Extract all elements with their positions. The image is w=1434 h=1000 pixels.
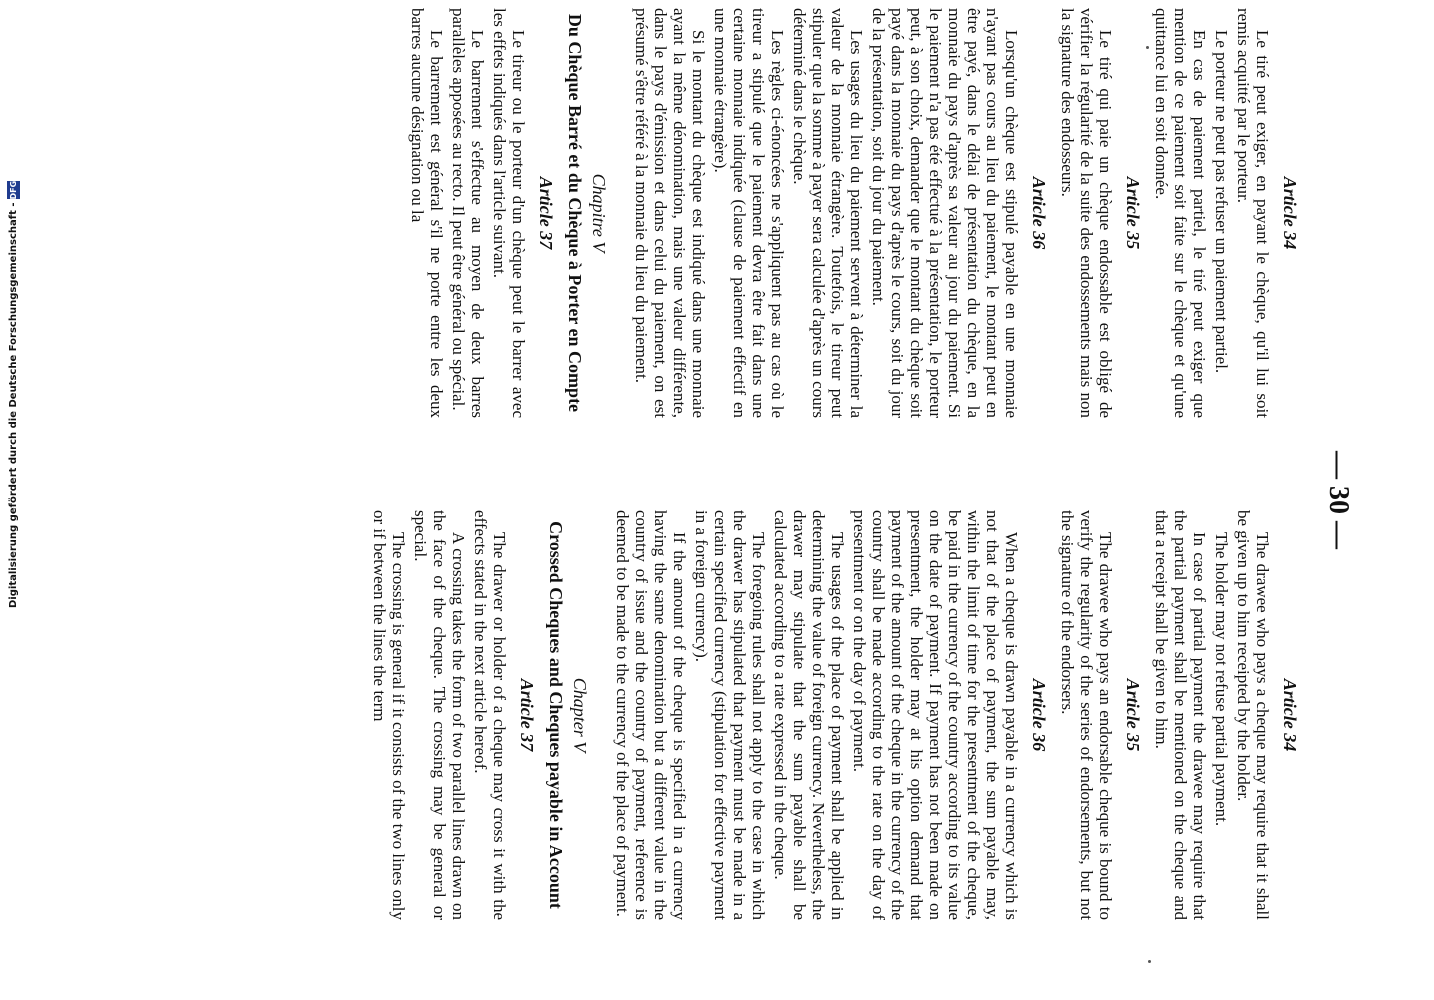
fr-article-34-paragraph: En cas de paiement partiel, le tiré peut exiger que mention de ce paiement soit faite sur le chèque et qu'une quittance lui en soit donnée. — [1152, 8, 1209, 418]
en-article-37-paragraph: A crossing takes the form of two parallel lines drawn on the face of the cheque. The crossing may be general or special. — [411, 510, 468, 920]
page-number: — 30 — — [1323, 451, 1354, 549]
fr-article-37-paragraph: Le barrement s'effectue au moyen de deux barres parallèles apposées au recto. Il peut être général ou spécial. — [449, 8, 487, 418]
en-article-35-heading: Article 35 — [1123, 678, 1143, 752]
en-chapter-title: Crossed Cheques and Cheques payable in Account — [546, 521, 566, 909]
fr-article-37-paragraph: Le tireur ou le porteur d'un chèque peut le barrer avec les effets indiqués dans l'article suivant. — [490, 8, 528, 418]
scan-speck — [1146, 46, 1149, 49]
fr-chapter-title: Du Chèque Barré et du Chèque à Porter en Compte — [565, 13, 585, 413]
footer-text: Digitalisierung gefördert durch die Deutsche Forschungsgemeinschaft - — [7, 202, 19, 608]
fr-article-37-paragraph: Le barrement est général s'il ne porte entre les deux barres aucune désignation ou la — [408, 8, 446, 418]
en-article-36-paragraph: The foregoing rules shall not apply to the case in which the drawer has stipulated that payment must be made in a certain specified currency (stipulation for effective payment in a foreign currency). — [692, 510, 768, 920]
english-column — [367, 510, 1299, 920]
en-article-34-paragraph: In case of partial payment the drawee may require that the partial payment shall be mentioned on the cheque and that a receipt shall be given to him. — [1152, 510, 1209, 920]
fr-article-37-heading: Article 37 — [536, 176, 556, 250]
fr-article-36-paragraph: Lorsqu'un chèque est stipulé payable en une monnaie n'ayant pas cours au lieu du paiement, le montant peut en être payé, dans le délai de présentation du chèque, en la monnaie du pays d'après sa valeur au jour du paiement. Si le paiement n'a pas été effectué à la présentation, le porteur peut, à son choix, demander que le montant du chèque soit payé dans la monnaie du pays d'après le cours, soit du jour de la présentation, soit du jour du paiement. — [869, 8, 1021, 418]
fr-article-36-paragraph: Les règles ci-énoncées ne s'appliquent pas au cas où le tireur a stipulé que le paiement devra être fait dans une certaine monnaie indiquée (clause de paiement effectif en une monnaie étrangère). — [711, 8, 787, 418]
scan-speck — [1148, 960, 1151, 963]
en-article-36-paragraph: When a cheque is drawn payable in a currency which is not that of the place of payment, the sum payable may, within the limit of time for the presentment of the cheque, be paid in the currency of the country according to its value on the date of payment. If payment has not been made on presentment, the holder may at his option demand that payment of the amount of the cheque in the currency of the country shall be made according to the rate on the day of presentment or on the day of payment. — [850, 510, 1021, 920]
en-article-37-heading: Article 37 — [517, 678, 537, 752]
en-article-37-paragraph: The drawer or holder of a cheque may cross it with the effects stated in the next article hereof. — [471, 510, 509, 920]
en-article-36-paragraph: If the amount of the cheque is specified in a currency having the same denomination but a different value in the country of issue and the country of payment, reference is deemed to be made to the currency of the place of payment. — [613, 510, 689, 920]
fr-article-36-heading: Article 36 — [1029, 176, 1049, 250]
en-article-37-paragraph: The crossing is general if it consists of the two lines only or if between the lines the term — [370, 510, 408, 920]
fr-chapter-heading: Chapitre V — [589, 173, 609, 253]
french-column — [405, 8, 1299, 418]
fr-article-36-paragraph: Les usages du lieu du paiement servent à déterminer la valeur de la monnaie étrangère. Toutefois, le tireur peut stipuler que la somme à payer sera calculée d'après un cours déterminé dans le chèque. — [790, 8, 866, 418]
dfg-logo-icon: DFG — [8, 180, 18, 200]
fr-article-35-heading: Article 35 — [1123, 176, 1143, 250]
digitization-footer — [4, 180, 22, 608]
en-article-34-paragraph: The holder may not refuse partial payment. — [1212, 532, 1231, 827]
en-article-34-paragraph: The drawee who pays a cheque may require that it shall be given up to him receipted by the holder. — [1234, 510, 1272, 920]
en-chapter-heading: Chapter V — [570, 677, 590, 753]
fr-article-34-heading: Article 34 — [1280, 176, 1300, 250]
en-article-34-heading: Article 34 — [1280, 678, 1300, 752]
fr-article-34-paragraph: Le porteur ne peut pas refuser un paiement partiel. — [1212, 30, 1231, 374]
fr-article-36-paragraph: Si le montant du chèque est indiqué dans une monnaie ayant la même dénomination, mais une valeur différente, dans le pays d'émission et dans celui du paiement, on est présumé s'être référé à la monnaie du lieu du paiement. — [632, 8, 708, 418]
fr-article-35-paragraph: Le tiré qui paie un chèque endossable est obligé de vérifier la régularité de la suite des endossements mais non la signature des endosseurs. — [1058, 8, 1115, 418]
fr-article-34-paragraph: Le tiré peut exiger, en payant le chèque, qu'il lui soit remis acquitté par le porteur. — [1234, 8, 1272, 418]
en-article-36-heading: Article 36 — [1029, 678, 1049, 752]
en-article-36-paragraph: The usages of the place of payment shall be applied in determining the value of foreign currency. Nevertheless, the drawer may stipulate that the sum payable shall be calculated according to a rate expressed in the cheque. — [771, 510, 847, 920]
en-article-35-paragraph: The drawee who pays an endorsable cheque is bound to verify the regularity of the series of endorsements, but not the signature of the endorsers. — [1058, 510, 1115, 920]
